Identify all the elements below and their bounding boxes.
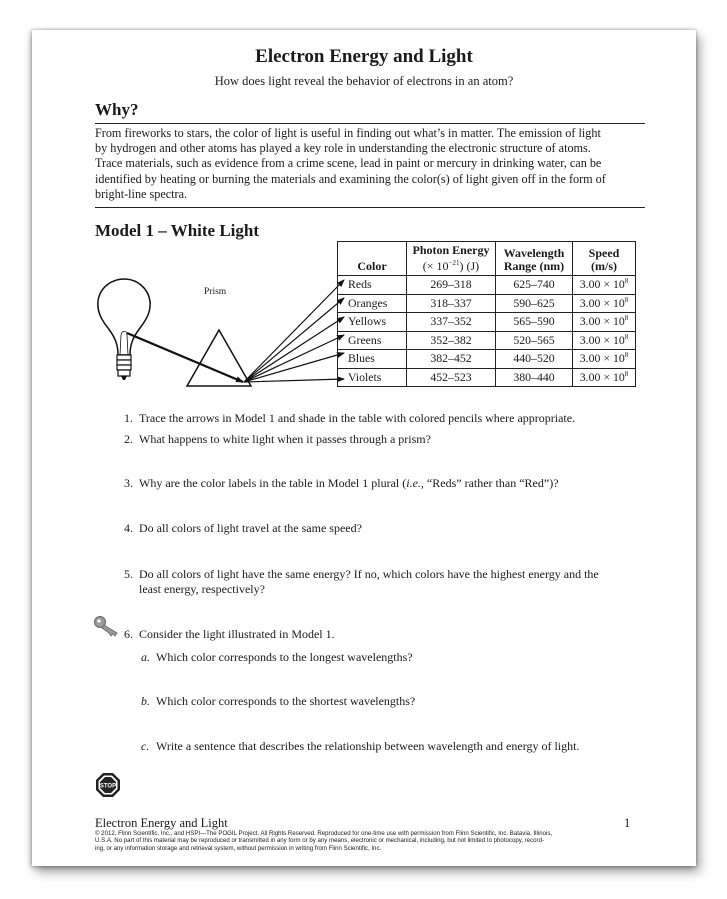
why-heading: Why? bbox=[95, 100, 139, 119]
row-wavelength: 440–520 bbox=[496, 350, 573, 369]
model1-heading: Model 1 – White Light bbox=[95, 221, 260, 240]
row-wavelength: 565–590 bbox=[496, 313, 573, 332]
row-speed: $3.00 \times 10^8$ bbox=[573, 368, 636, 387]
row-color: Yellows bbox=[338, 313, 407, 332]
worksheet-page: Electron Energy and Light How does light reveal the behavior of electrons in an atom? Why? From fireworks to stars, the color of light is useful in finding out what’s in matter. The emission of light by hydrogen and other atoms has played a key role in understanding the electronic structure of atoms. Trace materials, such as evidence from a crime scene, lead in paint or mercury in drinking water, can be identified by heating or burning the materials and examining the color(s) of light given off in the form of bright-line spectra. Model 1 – White Light Prism Color Photon Energy (× $10^{-21}$) (J) Wavelength Range (nm) Speed (m/s) Reds 269–318 625–740 $3.00 \times 10^8$ Oranges 318–337 590–625 $3.00 \times 10^8$ Yellows 337–352 565–590 $3.00 \times 10^8$ Greens 352–382 520–565 $3.00 \times 10^8$ Blues 382–452 440–520 $3.00 \times 10^8$ Violets 452–523 380–440 $3.00 \times 10^8$ 1. Trace the arrows in Model 1 and shade in the table with colored pencils where appropriate. 2. What happens to white light when it passes through a prism? 3. Why are the color labels in the table in Model 1 plural (i.e., “Reds” rather than “Red”)? 4. Do all colors of light travel at the same speed? 5. Do all colors of light have the same energy? If no, which colors have the highest energy and the least energy, respectively? 6. Consider the light illustrated in Model 1. a. Which color corresponds to the longest wavelengths? b. Which color corresponds to the shortest wavelengths? c. Write a sentence that describes the relationship between wavelength and energy of light. STOP Electron Energy and Light 1 © 2012, Flinn Scientific, Inc., and HSPI—The POGIL Project. All Rights Reserved. Reproduced for one-time use with permission from Flinn Scientific, Inc. Batavia, Illinois, U.S.A. No part of this material may be reproduced or transmitted in any form or by any means, electronic or mechanical, including, but not limited to photocopy, record- ing, or any information storage and retrieval system, without permission in writing from Flinn Scientific, Inc. bbox=[32, 30, 696, 866]
col-header-wavelength: Wavelength Range (nm) bbox=[496, 242, 573, 276]
table-row bbox=[338, 294, 636, 313]
why-line: From fireworks to stars, the color of light is useful in finding out what’s in matter. The emission of light bbox=[95, 126, 601, 140]
table-header-row bbox=[338, 242, 636, 276]
prism-label: Prism bbox=[204, 287, 227, 297]
table-row bbox=[338, 331, 636, 350]
row-speed: $3.00 \times 10^8$ bbox=[573, 276, 636, 295]
row-color: Oranges bbox=[338, 294, 407, 313]
row-energy: 452–523 bbox=[407, 368, 496, 387]
col-header-energy: Photon Energy (× $10^{-21}$) (J) bbox=[407, 242, 496, 276]
page-title: Electron Energy and Light bbox=[255, 46, 473, 67]
row-wavelength: 625–740 bbox=[496, 276, 573, 295]
why-line: Trace materials, such as evidence from a crime scene, lead in paint or mercury in drinking water, can be bbox=[95, 156, 602, 171]
lightbulb-icon bbox=[98, 279, 150, 380]
why-line: by hydrogen and other atoms has played a key role in understanding the electronic structure of atoms. bbox=[95, 141, 591, 156]
row-color: Reds bbox=[338, 276, 407, 295]
row-wavelength: 520–565 bbox=[496, 331, 573, 350]
table-row bbox=[338, 313, 636, 332]
row-speed: $3.00 \times 10^8$ bbox=[573, 331, 636, 350]
row-energy: 318–337 bbox=[407, 294, 496, 313]
col-header-speed: Speed (m/s) bbox=[573, 242, 636, 276]
spectrum-arrows bbox=[244, 280, 344, 382]
page-subtitle: How does light reveal the behavior of electrons in an atom? bbox=[214, 74, 514, 88]
color-energy-table bbox=[337, 241, 636, 387]
prism-icon bbox=[187, 330, 251, 386]
table-row bbox=[338, 350, 636, 369]
row-wavelength: 380–440 bbox=[496, 368, 573, 387]
row-color: Blues bbox=[338, 350, 407, 369]
table-row bbox=[338, 276, 636, 295]
table-row bbox=[338, 368, 636, 387]
col-header-color: Color bbox=[338, 242, 407, 276]
footer-title: Electron Energy and Light bbox=[95, 816, 228, 830]
row-energy: 352–382 bbox=[407, 331, 496, 350]
row-energy: 382–452 bbox=[407, 350, 496, 369]
row-speed: $3.00 \times 10^8$ bbox=[573, 313, 636, 332]
row-wavelength: 590–625 bbox=[496, 294, 573, 313]
why-line: identified by heating or burning the materials and examining the color(s) of light given off in the form of bbox=[95, 171, 606, 186]
row-color: Violets bbox=[338, 368, 407, 387]
page-number: 1 bbox=[624, 816, 631, 830]
stop-sign-icon bbox=[95, 772, 121, 798]
row-speed: $3.00 \times 10^8$ bbox=[573, 350, 636, 369]
copyright-notice: © 2012, Flinn Scientific, Inc., and HSPI—The POGIL Project. All Rights Reserved. Reproduced for one-time use with permission from Flinn Scientific, Inc. Batavia, Illinois, U.S.A. No part of this material may be reproduced or transmitted in any form or by any means, electronic or mechanical, including, but not limited to photocopy, record- ing, or any information storage and retrieval system, without permission in writing from Flinn Scientific, Inc. bbox=[95, 830, 553, 852]
svg-text:STOP: STOP bbox=[99, 783, 117, 790]
row-energy: 269–318 bbox=[407, 276, 496, 295]
why-line: bright-line spectra. bbox=[95, 186, 188, 201]
row-color: Greens bbox=[338, 331, 407, 350]
row-speed: $3.00 \times 10^8$ bbox=[573, 294, 636, 313]
row-energy: 337–352 bbox=[407, 313, 496, 332]
key-icon bbox=[92, 615, 122, 637]
